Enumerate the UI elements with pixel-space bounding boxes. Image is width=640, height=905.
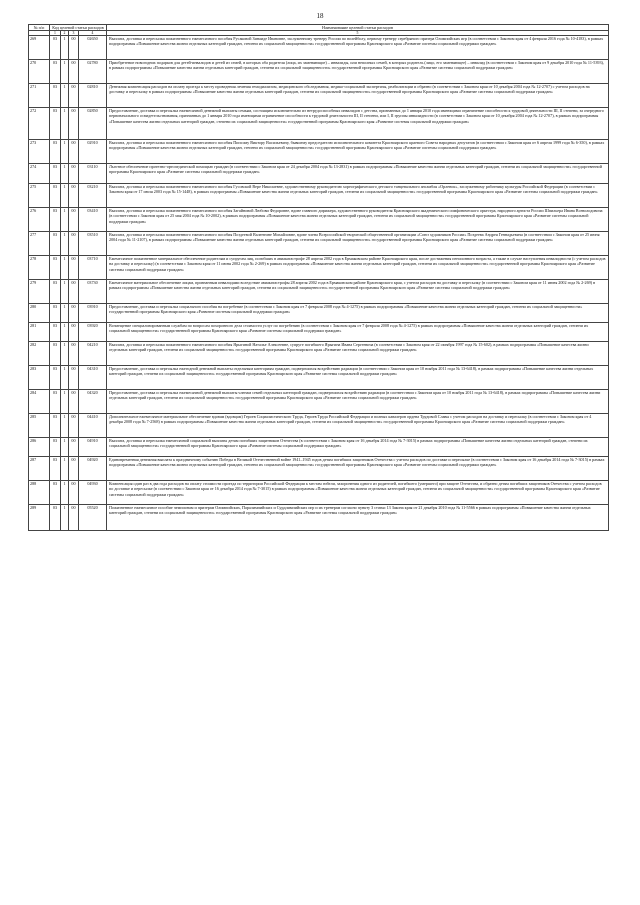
code-part3-cell: 00: [69, 457, 79, 481]
code-part3-cell: 00: [69, 414, 79, 438]
code-part1-cell: 03: [50, 232, 61, 256]
code-part2-cell: 1: [61, 505, 69, 531]
table-row: [29, 342, 609, 366]
code-part1-cell: 03: [50, 280, 61, 304]
table-row: [29, 390, 609, 414]
code-part1-cell: 03: [50, 208, 61, 232]
row-number-cell: 281: [29, 323, 50, 342]
code-part4-cell: 04920: [79, 457, 107, 481]
code-part1-cell: 03: [50, 414, 61, 438]
row-number-cell: 277: [29, 232, 50, 256]
article-name-cell: Выплата, доставка и пересылка пожизненного ежемесячного пособия Гусовской Вере Николаевне, художественному руководителю хореографического детского танцевального ансамбля «Орленок», заслуженному работнику культуры Российской Федерации (в соответствии с Законом края от 17 июля 2003 года № 15-1448), в рамках подпрограммы «Повышение качества жизни отдельных категорий граждан, степени их социальной защищенности» государственной программы Красноярского края «Развитие системы социальной поддержки граждан»: [107, 184, 609, 208]
index-cell: 2: [61, 31, 69, 36]
index-cell: 4: [79, 31, 107, 36]
table-row: [29, 256, 609, 280]
article-name-cell: Пожизненное ежемесячное пособие чемпионам и призерам Олимпийских, Паралимпийских и Сурдлимпийских игр и их тренерам согласно пункту 3 статьи 13 Закона края от 21 декабря 2010 года № 11-5566 в рамках подпрограммы «Повышение качества жизни отдельных категорий граждан, степени их социальной защищенности» государственной программы Красноярского края «Развитие системы социальной поддержки граждан»: [107, 505, 609, 531]
article-name-cell: Выплата, доставка и пересылка пожизненного ежемесячного пособия Загайновой Любови Федоровне, вдове главного дирижера, художественного руководителя Красноярского академического симфонического оркестра, народного артиста России Шпильера Ивана Всеволодовича (в соответствии с Законом края от 25 мая 2004 года № 10-2002), в рамках подпрограммы «Повышение качества жизни отдельных категорий граждан, степени их социальной защищенности» государственной программы Красноярского края «Развитие системы социальной поддержки граждан»: [107, 208, 609, 232]
row-number-cell: 288: [29, 481, 50, 505]
row-number-cell: 279: [29, 280, 50, 304]
table-row: [29, 208, 609, 232]
row-number-cell: 282: [29, 342, 50, 366]
code-part1-cell: 03: [50, 457, 61, 481]
name-column-header: Наименование целевой статьи расходов: [107, 25, 609, 31]
article-name-cell: Денежная компенсация расходов на оплату проезда к месту проведения лечения гемодиализом, медицинского обследования, медико-социальной экспертизы, реабилитации и обратно (в соответствии с Законом края от 10 декабря 2004 года № 12-2707) с учетом расходов на доставку и пересылку в рамках подпрограммы «Повышение качества жизни отдельных категорий граждан, степени их социальной защищенности» государственной программы Красноярского края «Развитие системы социальной поддержки граждан»: [107, 84, 609, 108]
article-name-cell: Выплата, доставка и пересылка пожизненного ежемесячного пособия Поздеевой Валентине Михайловне, вдове члена Всероссийской творческой общественной организации «Союз художников России» Поздеева Андрея Геннадьевича (в соответствии с Законом края от 25 июня 2004 года № 11-2107), в рамках подпрограммы «Повышение качества жизни отдельных категорий граждан, степени их социальной защищенности» государственной программы Красноярского края «Развитие системы социальной поддержки граждан»: [107, 232, 609, 256]
row-number-cell: 270: [29, 60, 50, 84]
code-part3-cell: 00: [69, 256, 79, 280]
code-part1-cell: 03: [50, 184, 61, 208]
code-part3-cell: 00: [69, 366, 79, 390]
row-number-cell: 289: [29, 505, 50, 531]
code-part3-cell: 00: [69, 390, 79, 414]
table-row: [29, 366, 609, 390]
code-column-header: Код целевой статьи расходов: [50, 25, 107, 31]
table-body: [29, 36, 609, 531]
code-part1-cell: 03: [50, 323, 61, 342]
code-part3-cell: 00: [69, 60, 79, 84]
code-part1-cell: 03: [50, 140, 61, 164]
code-part2-cell: 1: [61, 366, 69, 390]
code-part2-cell: 1: [61, 232, 69, 256]
code-part2-cell: 1: [61, 256, 69, 280]
table-row: [29, 280, 609, 304]
table-row: [29, 505, 609, 531]
index-cell: 5: [107, 31, 609, 36]
table-row: [29, 323, 609, 342]
code-part1-cell: 03: [50, 164, 61, 184]
row-number-cell: 286: [29, 438, 50, 457]
row-number-cell: 275: [29, 184, 50, 208]
code-part4-cell: 03710: [79, 256, 107, 280]
row-number-cell: 273: [29, 140, 50, 164]
code-part4-cell: 02780: [79, 60, 107, 84]
code-part3-cell: 00: [69, 208, 79, 232]
article-name-cell: Выплата, доставка и пересылка ежемесячной социальной выплаты детям погибших защитников Отечества (в соответствии с Законом края от 16 декабря 2014 года № 7-3015) в рамках подпрограммы «Повышение качества жизни отдельных категорий граждан, степени их социальной защищенности» государственной программы Красноярского края «Развитие системы социальной поддержки граждан»: [107, 438, 609, 457]
row-number-cell: 274: [29, 164, 50, 184]
code-part2-cell: 1: [61, 390, 69, 414]
row-number-cell: 269: [29, 36, 50, 60]
code-part3-cell: 00: [69, 304, 79, 323]
code-part4-cell: 04410: [79, 414, 107, 438]
code-part1-cell: 03: [50, 304, 61, 323]
code-part1-cell: 03: [50, 481, 61, 505]
code-part1-cell: 03: [50, 342, 61, 366]
article-name-cell: Выплата, доставка и пересылка пожизненного ежемесячного пособия Пипсому Виктору Васильевичу, бывшему председателю исполнительного комитета Красноярского краевого Совета народных депутатов (в соответствии с Законом края от 6 апреля 1999 года № 6-350), в рамках подпрограммы «Повышение качества жизни отдельных категорий граждан, степени их социальной защищенности» государственной программы Красноярского края «Развитие системы социальной поддержки граждан»: [107, 140, 609, 164]
index-cell: 3: [69, 31, 79, 36]
article-name-cell: Компенсация один раз в два года расходов на оплату стоимости проезда по территории Российской Федерации к местам гибели, захоронения одного из родителей, погибшего (умершего) при защите Отечества, и обратно детям погибших защитников Отечества с учетом расходов по доставке и пересылке (в соответствии с Законом края от 16 декабря 2014 года № 7-3015) в рамках подпрограммы «Повышение качества жизни отдельных категорий граждан, степени их социальной защищенности» государственной программы Красноярского края «Развитие системы социальной поддержки граждан»: [107, 481, 609, 505]
row-number-cell: 276: [29, 208, 50, 232]
table-row: [29, 232, 609, 256]
code-part3-cell: 00: [69, 140, 79, 164]
code-part3-cell: 00: [69, 232, 79, 256]
code-part2-cell: 1: [61, 323, 69, 342]
code-part2-cell: 1: [61, 304, 69, 323]
code-part3-cell: 00: [69, 438, 79, 457]
row-number-cell: 280: [29, 304, 50, 323]
article-name-cell: Ежемесячное материальное обеспечение лицам, признанным инвалидами вследствие авиакатастрофы 28 апреля 2002 года в Ермаковском районе Красноярского края, с учетом расходов на доставку и пересылку (в соответствии с Законом края от 11 июня 2002 года № 2-269) в рамках подпрограммы «Повышение качества жизни отдельных категорий граждан, степени их социальной защищенности» государственной программы Красноярского края «Развитие системы социальной поддержки граждан»: [107, 280, 609, 304]
code-part2-cell: 1: [61, 457, 69, 481]
code-part2-cell: 1: [61, 184, 69, 208]
code-part4-cell: 02910: [79, 140, 107, 164]
code-part2-cell: 1: [61, 84, 69, 108]
code-part4-cell: 03910: [79, 304, 107, 323]
code-part2-cell: 1: [61, 60, 69, 84]
article-name-cell: Возмещение специализированным службам по вопросам похоронного дела стоимости услуг по погребению (в соответствии с Законом края от 7 февраля 2008 года № 4-1275) в рамках подпрограммы «Повышение качества жизни отдельных категорий граждан, степени их социальной защищенности» государственной программы Красноярского края «Развитие системы социальной поддержки граждан»: [107, 323, 609, 342]
table-row: [29, 414, 609, 438]
code-part4-cell: 03210: [79, 184, 107, 208]
table-row: [29, 84, 609, 108]
num-column-header: № п/п: [29, 25, 50, 31]
code-part2-cell: 1: [61, 164, 69, 184]
code-part1-cell: 03: [50, 438, 61, 457]
code-part3-cell: 00: [69, 481, 79, 505]
table-row: [29, 108, 609, 140]
table-row: [29, 140, 609, 164]
code-part1-cell: 03: [50, 60, 61, 84]
table-row: [29, 481, 609, 505]
code-part2-cell: 1: [61, 108, 69, 140]
table-row: [29, 36, 609, 60]
code-part4-cell: 03920: [79, 323, 107, 342]
code-part2-cell: 1: [61, 36, 69, 60]
row-number-cell: 272: [29, 108, 50, 140]
index-cell: 1: [50, 31, 61, 36]
code-part2-cell: 1: [61, 140, 69, 164]
article-name-cell: Выплата, доставка и пересылка пожизненного ежемесячного пособия Ярыгиной Наталье Алексеевне, супруге погибшего Ярыгина Ивана Сергеевича (в соответствии с Законом края от 22 октября 1997 года № 15-602), в рамках подпрограммы «Повышение качества жизни отдельных категорий граждан, степени их социальной защищенности» государственной программы Красноярского края «Развитие системы социальной поддержки граждан»: [107, 342, 609, 366]
code-part3-cell: 00: [69, 36, 79, 60]
code-part2-cell: 1: [61, 414, 69, 438]
code-part4-cell: 04930: [79, 481, 107, 505]
row-number-cell: 285: [29, 414, 50, 438]
code-part1-cell: 03: [50, 84, 61, 108]
code-part1-cell: 03: [50, 36, 61, 60]
code-part3-cell: 00: [69, 323, 79, 342]
code-part3-cell: 00: [69, 342, 79, 366]
row-number-cell: 278: [29, 256, 50, 280]
code-part1-cell: 03: [50, 366, 61, 390]
table-row: [29, 164, 609, 184]
article-name-cell: Предоставление, доставка и пересылка ежегодной денежной выплаты отдельным категориям граждан, подвергшихся воздействию радиации (в соответствии с Законом края от 10 ноября 2011 года № 13-6418), в рамках подпрограммы «Повышение качества жизни отдельных категорий граждан, степени их социальной защищенности» государственной программы Красноярского края «Развитие системы социальной поддержки граждан»: [107, 366, 609, 390]
code-part4-cell: 03730: [79, 280, 107, 304]
row-number-cell: 287: [29, 457, 50, 481]
code-part2-cell: 1: [61, 280, 69, 304]
article-name-cell: Приобретение новогодних подарков для детей-инвалидов и детей из семей, в которых оба родителя (лица, их заменяющие) – инвалиды, или неполных семей, в которых родитель (лицо, его заменяющее) – инвалид (в соответствии с Законом края от 9 декабря 2010 года № 11-5393), в рамках подпрограммы «Повышение качества жизни отдельных категорий граждан, степени их социальной защищенности» государственной программы Красноярского края «Развитие системы социальной поддержки граждан»: [107, 60, 609, 84]
row-number-cell: 283: [29, 366, 50, 390]
article-name-cell: Предоставление, доставка и пересылка социального пособия на погребение (в соответствии с Законом края от 7 февраля 2008 года № 4-1275) в рамках подпрограммы «Повышение качества жизни отдельных категорий граждан, степени их социальной защищенности» государственной программы Красноярского края «Развитие системы социальной поддержки граждан»: [107, 304, 609, 323]
code-part4-cell: 02810: [79, 84, 107, 108]
code-part4-cell: 05520: [79, 505, 107, 531]
code-part4-cell: 04210: [79, 342, 107, 366]
page-number: 18: [316, 12, 324, 20]
code-part3-cell: 00: [69, 84, 79, 108]
code-part1-cell: 03: [50, 108, 61, 140]
article-name-cell: Дополнительное ежемесячное материальное обеспечение вдовам (вдовцам) Героев Социалистического Труда, Героев Труда Российской Федерации и полных кавалеров ордена Трудовой Славы с учетом расходов на доставку и пересылку (в соответствии с Законом края от 4 декабря 2008 года № 7-2568) в рамках подпрограммы «Повышение качества жизни отдельных категорий граждан, степени их социальной защищенности» государственной программы Красноярского края «Развитие системы социальной поддержки граждан»: [107, 414, 609, 438]
code-part4-cell: 04910: [79, 438, 107, 457]
code-part1-cell: 03: [50, 505, 61, 531]
code-part3-cell: 00: [69, 164, 79, 184]
table-row: [29, 184, 609, 208]
code-part3-cell: 00: [69, 184, 79, 208]
code-part4-cell: 02850: [79, 108, 107, 140]
code-part2-cell: 1: [61, 438, 69, 457]
code-part3-cell: 00: [69, 505, 79, 531]
article-name-cell: Предоставление, доставка и пересылка ежемесячной денежной выплаты семьям, состоящим исключительно из нетрудоспособных инвалидов с детства, признанных до 1 января 2010 года имеющими ограничение способности к трудовой деятельности III, II степени, за очередного первоначального освидетельствования, признанных до 1 января 2010 года имеющими ограничение способности к трудовой деятельности III, II степени, или I, II группы инвалидности (в соответствии с Законом края от 10 декабря 2004 года № 12-2707), в рамках подпрограммы «Повышение качества жизни отдельных категорий граждан, степени их социальной защищенности» государственной программы Красноярского края «Развитие системы социальной поддержки граждан»: [107, 108, 609, 140]
code-part2-cell: 1: [61, 481, 69, 505]
code-part4-cell: 03410: [79, 208, 107, 232]
code-part2-cell: 1: [61, 342, 69, 366]
table-row: [29, 304, 609, 323]
article-name-cell: Предоставление, доставка и пересылка ежемесячной денежной выплаты членам семей отдельных категорий граждан, подвергшихся воздействию радиации (в соответствии с Законом края от 10 ноября 2011 года № 13-6418), в рамках подпрограммы «Повышение качества жизни отдельных категорий граждан, степени их социальной защищенности» государственной программы Красноярского края «Развитие системы социальной поддержки граждан»: [107, 390, 609, 414]
code-part4-cell: 03110: [79, 164, 107, 184]
table-row: [29, 457, 609, 481]
code-part4-cell: 02650: [79, 36, 107, 60]
article-name-cell: Единовременная денежная выплата к праздничному событию Победы в Великой Отечественной войне 1941–1945 годов детям погибших защитников Отечества с учетом расходов по доставке и пересылке (в соответствии с Законом края от 16 декабря 2014 года № 7-3015) в рамках подпрограммы «Повышение качества жизни отдельных категорий граждан, степени их социальной защищенности» государственной программы Красноярского края «Развитие системы социальной поддержки граждан»: [107, 457, 609, 481]
code-part2-cell: 1: [61, 208, 69, 232]
code-part3-cell: 00: [69, 280, 79, 304]
code-part4-cell: 03510: [79, 232, 107, 256]
table-row: [29, 438, 609, 457]
row-number-cell: 284: [29, 390, 50, 414]
code-part1-cell: 03: [50, 390, 61, 414]
row-number-cell: 271: [29, 84, 50, 108]
article-name-cell: Ежемесячное пожизненное материальное обеспечение родителям и супругам лиц, погибших в авиакатастрофе 28 апреля 2002 года в Ермаковском районе Красноярского края, после достижения пенсионного возраста, а также в случае наступления инвалидности (с учетом расходов на доставку и пересылку) (в соответствии с Законом края от 11 июня 2002 года № 2-269) в рамках подпрограммы «Повышение качества жизни отдельных категорий граждан, степени их социальной защищенности» государственной программы Красноярского края «Развитие системы социальной поддержки граждан»: [107, 256, 609, 280]
code-part4-cell: 04310: [79, 366, 107, 390]
table-row: [29, 60, 609, 84]
article-name-cell: Выплата, доставка и пересылка пожизненного ежемесячного пособия Русаковой Зинаиде Ивановне, заслуженному тренеру России по волейболу, первому тренеру серебряного призера Олимпийских игр (в соответствии с Законом края от 4 февраля 2016 года № 10-4183), в рамках подпрограммы «Повышение качества жизни отдельных категорий граждан, степени их социальной защищенности» государственной программы Красноярского края «Развитие системы социальной поддержки граждан»: [107, 36, 609, 60]
code-part4-cell: 04320: [79, 390, 107, 414]
code-part3-cell: 00: [69, 108, 79, 140]
article-name-cell: Льготное обеспечение протезно-ортопедической помощью граждан (в соответствии с Законом края от 24 декабря 2004 года № 13-2831) в рамках подпрограммы «Повышение качества жизни отдельных категорий граждан, степени их социальной защищенности» государственной программы Красноярского края «Развитие системы социальной поддержки граждан»: [107, 164, 609, 184]
target-articles-table: [28, 24, 609, 531]
code-part1-cell: 03: [50, 256, 61, 280]
